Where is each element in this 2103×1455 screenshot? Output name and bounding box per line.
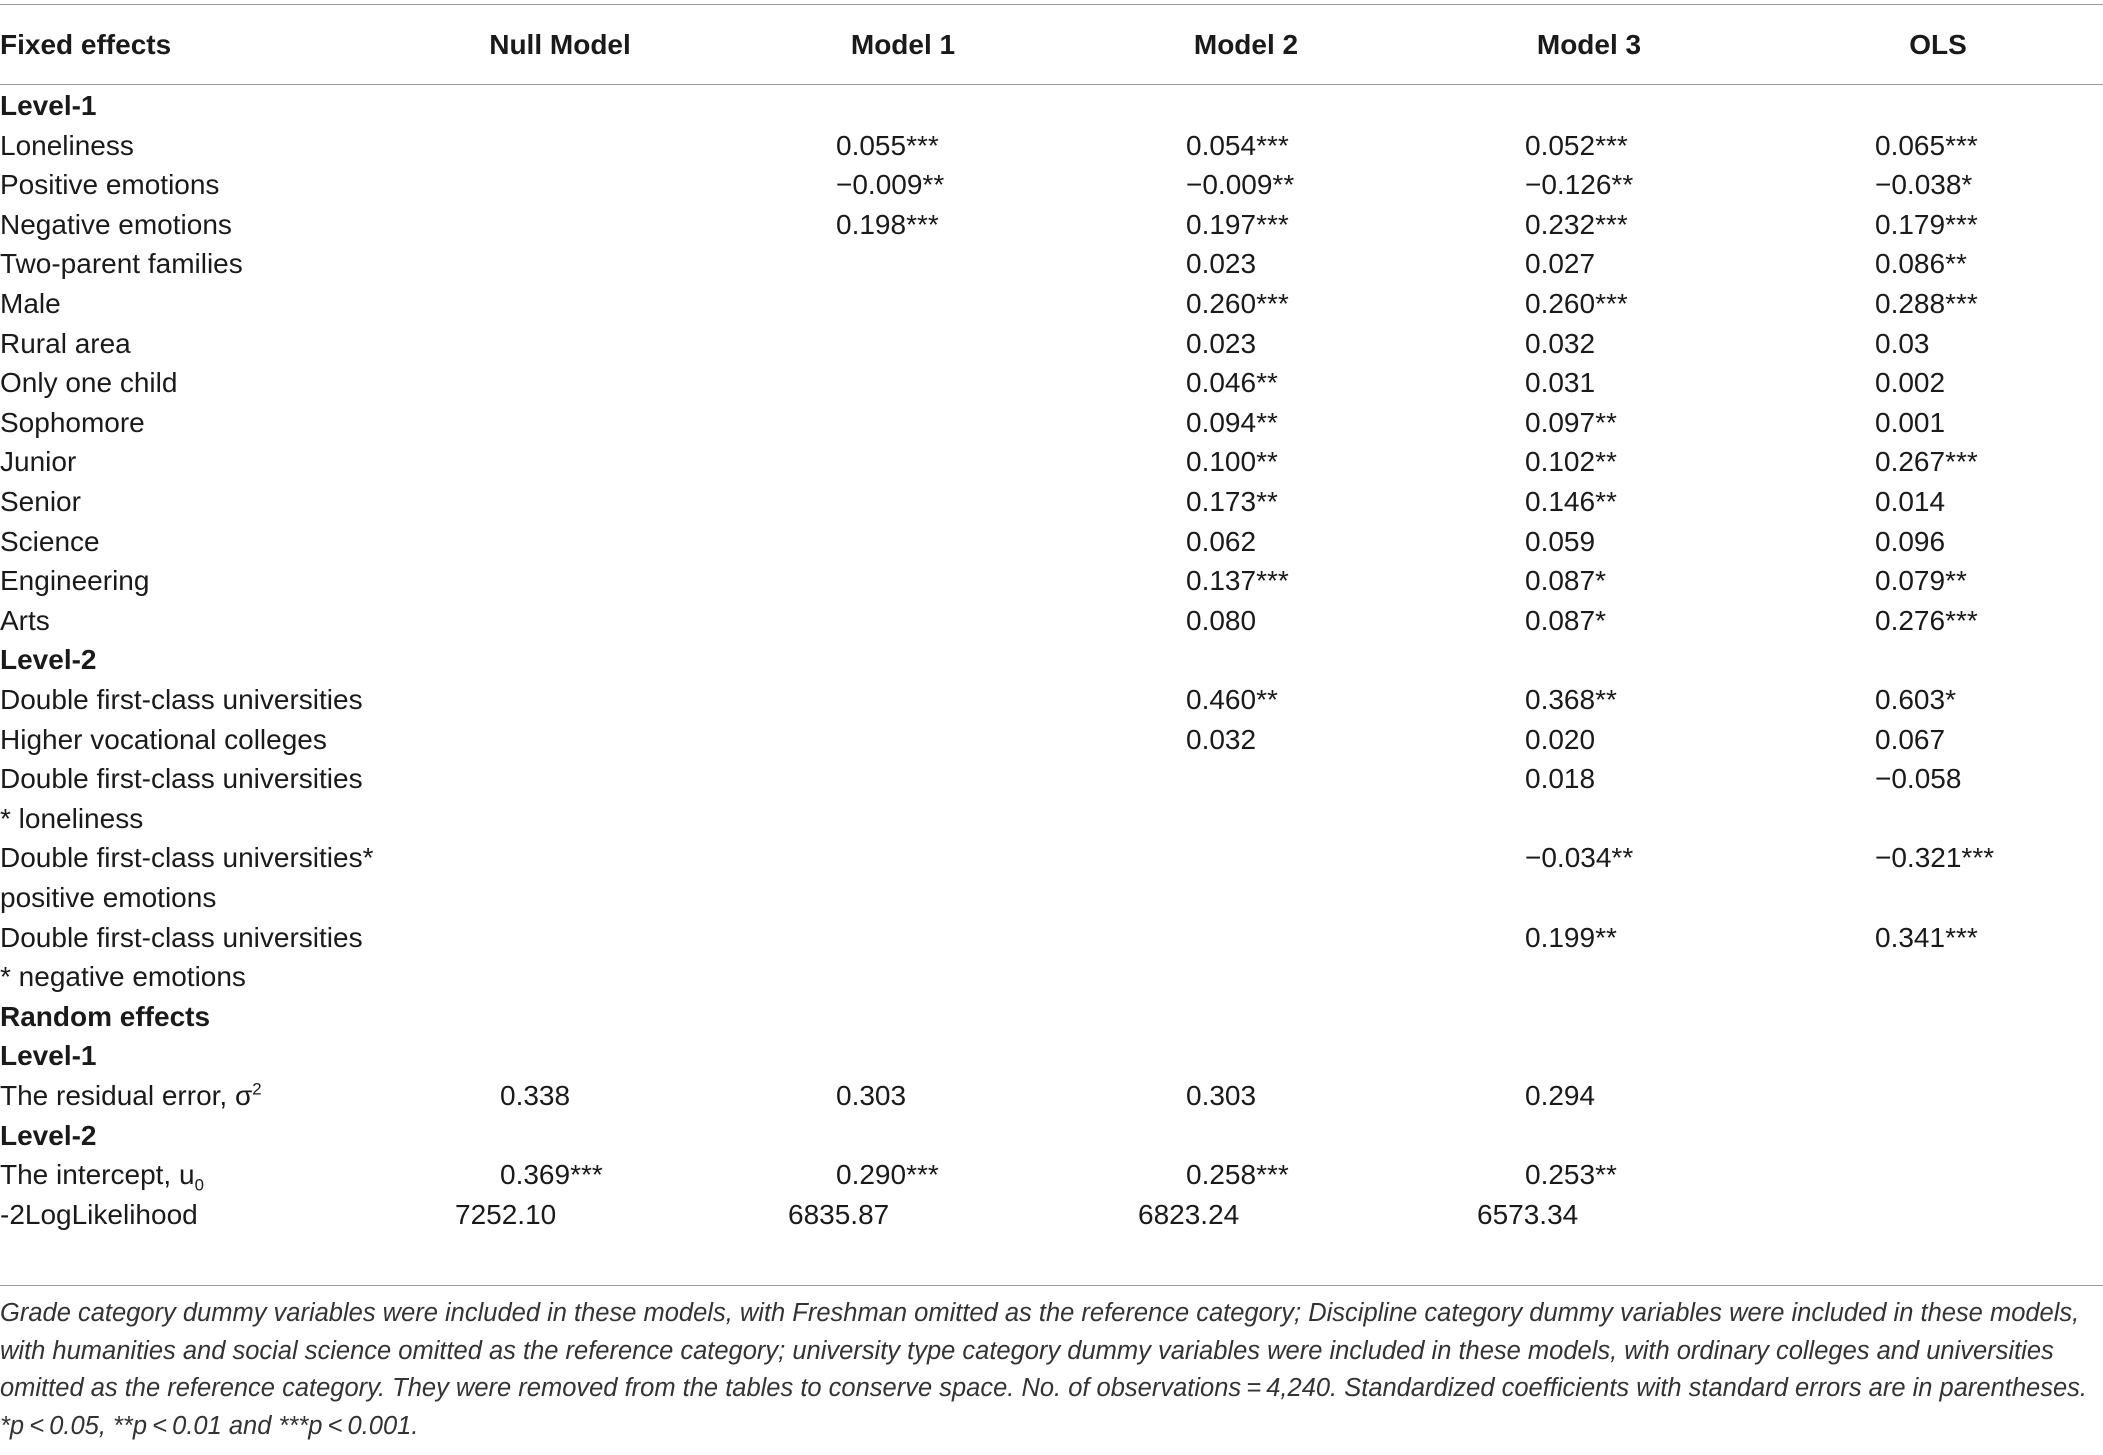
value-cell: 0.096 <box>1875 525 1946 557</box>
value-cell: 0.197*** <box>1186 208 1289 240</box>
table-row <box>0 482 2103 522</box>
value-cell: 0.052*** <box>1525 129 1628 161</box>
value-cell: 0.603* <box>1875 684 1956 715</box>
row-label-wrapper <box>0 1076 262 1116</box>
value-cell: 0.276*** <box>1875 604 1978 636</box>
column-header-null-model: Null Model <box>489 29 631 60</box>
value-cell: 0.173** <box>1186 486 1278 517</box>
table-row <box>0 838 2103 917</box>
row-label: Senior <box>0 486 81 517</box>
value-cell: −0.034** <box>1525 842 1634 874</box>
superscript: 2 <box>252 1079 262 1099</box>
row-label-wrapper <box>0 1155 204 1195</box>
table-row <box>0 680 2103 720</box>
table-row <box>0 1195 2103 1235</box>
table-row <box>0 205 2103 245</box>
table-row <box>0 403 2103 443</box>
value-cell: 0.260*** <box>1186 288 1289 319</box>
value-cell: 0.014 <box>1875 486 1946 517</box>
value-cell: 0.369*** <box>500 1159 603 1191</box>
value-cell: 0.460** <box>1186 684 1278 715</box>
value-cell: −0.058 <box>1875 763 1962 795</box>
value-cell: 0.065*** <box>1875 129 1978 161</box>
value-cell: 0.199** <box>1525 921 1617 953</box>
value-cell: 7252.10 <box>455 1198 557 1230</box>
value-cell: 0.146** <box>1525 486 1617 517</box>
table-row <box>0 284 2103 324</box>
table-header-row <box>0 0 2103 86</box>
table-row <box>0 720 2103 760</box>
value-cell: 0.023 <box>1186 248 1257 280</box>
row-label: Male <box>0 288 61 319</box>
subscript: 0 <box>194 1175 204 1195</box>
value-cell: 0.102** <box>1525 446 1617 478</box>
row-label: Double first-class universities* positive emotions <box>0 842 374 913</box>
row-label: Sophomore <box>0 406 145 438</box>
value-cell: 0.290*** <box>836 1159 939 1191</box>
value-cell: 0.198*** <box>836 208 939 240</box>
table-row <box>0 918 2103 997</box>
section-label: Level-1 <box>0 1040 97 1072</box>
value-cell: 0.338 <box>500 1080 571 1111</box>
value-cell: 0.023 <box>1186 327 1257 359</box>
section-header-row <box>0 640 2103 680</box>
column-header-model-2: Model 2 <box>1193 29 1299 60</box>
value-cell: −0.126** <box>1525 169 1634 201</box>
value-cell: 0.087* <box>1525 604 1606 636</box>
header-rule <box>0 84 2103 85</box>
section-label: Level-2 <box>0 644 97 676</box>
value-cell: 0.062 <box>1186 525 1257 557</box>
table-row <box>0 363 2103 403</box>
section-label: Level-2 <box>0 1119 97 1151</box>
value-cell: 0.097** <box>1525 406 1617 438</box>
section-label: Level-1 <box>0 90 97 121</box>
column-header-model-1: Model 1 <box>850 29 956 60</box>
value-cell: 0.100** <box>1186 446 1278 478</box>
value-cell: 0.087* <box>1525 565 1606 597</box>
section-label: Random effects <box>0 1000 211 1032</box>
table-row <box>0 601 2103 641</box>
table-row <box>0 759 2103 838</box>
value-cell: 6823.24 <box>1138 1198 1240 1230</box>
value-cell: 0.032 <box>1525 327 1596 359</box>
value-cell: 0.267*** <box>1875 446 1978 478</box>
value-cell: 0.294 <box>1525 1080 1596 1111</box>
value-cell: 0.054*** <box>1186 129 1289 161</box>
table-row <box>0 561 2103 601</box>
value-cell: 6835.87 <box>788 1198 890 1230</box>
value-cell: 0.094** <box>1186 406 1278 438</box>
value-cell: 0.018 <box>1525 763 1596 795</box>
value-cell: 0.059 <box>1525 525 1596 557</box>
table-row <box>0 165 2103 205</box>
column-header-fixed-effects: Fixed effects <box>0 29 172 60</box>
value-cell: 0.001 <box>1875 406 1946 438</box>
section-header-row <box>0 997 2103 1037</box>
row-label: Science <box>0 525 100 557</box>
value-cell: 0.232*** <box>1525 208 1628 240</box>
value-cell: 0.080 <box>1186 604 1257 636</box>
value-cell: 0.258*** <box>1186 1159 1289 1191</box>
row-label: Negative emotions <box>0 208 232 240</box>
section-header-row <box>0 1036 2103 1076</box>
value-cell: −0.321*** <box>1875 842 1995 874</box>
section-header-row <box>0 86 2103 126</box>
value-cell: 0.046** <box>1186 367 1278 399</box>
row-label: Two-parent families <box>0 248 243 280</box>
bottom-rule <box>0 1285 2103 1286</box>
value-cell: 0.288*** <box>1875 288 1978 319</box>
value-cell: 0.020 <box>1525 723 1596 755</box>
row-label: Double first-class universities * negative emotions <box>0 921 363 993</box>
table-row <box>0 126 2103 166</box>
section-header-row <box>0 1116 2103 1156</box>
column-header-model-3: Model 3 <box>1536 29 1642 60</box>
row-label: Positive emotions <box>0 169 220 201</box>
value-cell: 0.303 <box>836 1080 907 1111</box>
value-cell: 0.055*** <box>836 129 939 161</box>
value-cell: 0.341*** <box>1875 921 1978 953</box>
row-label: The intercept, u <box>0 1159 195 1191</box>
value-cell: 0.032 <box>1186 723 1257 755</box>
table-footnote: Grade category dummy variables were included in these models, with Freshman omitted as the reference category; Discipline category dummy variables were included in these models, with humanities and social science omitted as the reference category; university type category dummy variables were included in these models, with ordinary colleges and universities omitted as the reference category. They were removed from the tables to conserve space. No. of observations = 4,240. Standardized coefficients with standard errors are in parentheses. *p < 0.05, **p < 0.01 and ***p < 0.001. <box>0 1299 2087 1440</box>
value-cell: 0.253** <box>1525 1159 1617 1191</box>
value-cell: 0.303 <box>1186 1080 1257 1111</box>
table-row <box>0 1155 2103 1195</box>
column-header-ols: OLS <box>1909 29 1967 60</box>
value-cell: 0.086** <box>1875 248 1967 280</box>
value-cell: 0.179*** <box>1875 208 1978 240</box>
row-label: Double first-class universities * loneliness <box>0 763 363 834</box>
value-cell: 0.137*** <box>1186 565 1289 597</box>
table-row <box>0 522 2103 562</box>
value-cell: 0.067 <box>1875 723 1946 755</box>
row-label: Double first-class universities <box>0 684 363 715</box>
value-cell: −0.009** <box>836 169 945 201</box>
value-cell: 0.002 <box>1875 367 1946 399</box>
table-row <box>0 1076 2103 1116</box>
value-cell: 0.027 <box>1525 248 1596 280</box>
row-label: Junior <box>0 446 77 478</box>
row-label: Loneliness <box>0 129 134 161</box>
value-cell: 6573.34 <box>1477 1198 1579 1230</box>
table-row <box>0 442 2103 482</box>
table-row <box>0 324 2103 364</box>
row-label: Engineering <box>0 565 150 597</box>
row-label: Arts <box>0 604 50 636</box>
value-cell: 0.03 <box>1875 327 1930 359</box>
row-label: Only one child <box>0 367 178 399</box>
row-label: Rural area <box>0 327 131 359</box>
value-cell: −0.038* <box>1875 169 1973 201</box>
row-label: The residual error, σ <box>0 1080 253 1111</box>
value-cell: −0.009** <box>1186 169 1295 201</box>
row-label: -2LogLikelihood <box>0 1198 198 1230</box>
value-cell: 0.031 <box>1525 367 1596 399</box>
value-cell: 0.368** <box>1525 684 1617 715</box>
row-label: Higher vocational colleges <box>0 723 327 755</box>
table-row <box>0 244 2103 284</box>
value-cell: 0.079** <box>1875 565 1967 597</box>
value-cell: 0.260*** <box>1525 288 1628 319</box>
